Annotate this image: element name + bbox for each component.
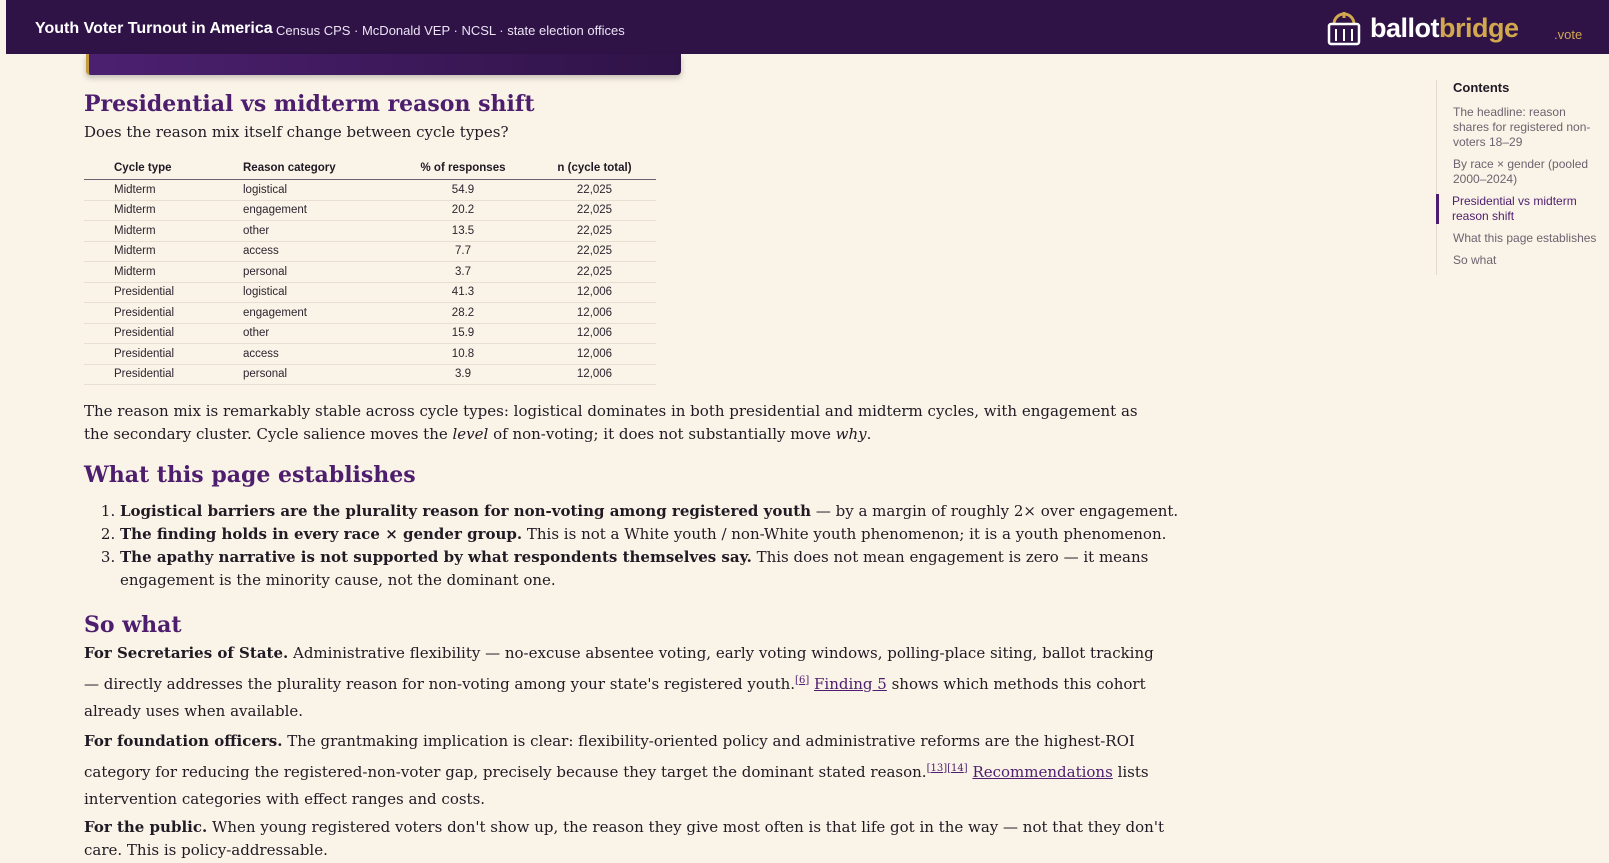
- toc-item-presidential-midterm[interactable]: Presidential vs midterm reason shift: [1436, 194, 1599, 224]
- col-header-percent[interactable]: % of responses: [393, 159, 533, 180]
- so-what-foundations: [84, 728, 1164, 813]
- list-item: [120, 546, 1200, 592]
- brand-domain: .vote: [1554, 27, 1583, 42]
- list-item-lead: The finding holds in every race × gender group.: [120, 525, 523, 543]
- cell-reason: engagement: [243, 303, 393, 324]
- cell-n: 22,025: [533, 221, 656, 242]
- cell-reason: access: [243, 344, 393, 365]
- cell-percent: 7.7: [393, 241, 533, 262]
- brand-word-bridge: bridge: [1439, 12, 1519, 43]
- list-item: [120, 500, 1200, 523]
- table-row: [84, 200, 656, 221]
- col-header-cycle[interactable]: Cycle type: [84, 159, 243, 180]
- paragraph-text: shows which methods this cohort already uses when available.: [84, 675, 1146, 720]
- citation[interactable]: [14]: [947, 763, 968, 774]
- cell-percent: 28.2: [393, 303, 533, 324]
- table-row: [84, 262, 656, 283]
- paragraph-text: When young registered voters don't show up, the reason they give most often is that life got in the way — not that they don't care. This is policy-addressable.: [84, 818, 1164, 859]
- cell-reason: other: [243, 221, 393, 242]
- establishes-list: [84, 500, 1200, 592]
- audience-label: For Secretaries of State.: [84, 644, 289, 662]
- cell-n: 12,006: [533, 364, 656, 385]
- cell-cycle: Midterm: [84, 180, 243, 201]
- table-header-row: [84, 159, 656, 180]
- data-sources: Census CPS · McDonald VEP · NCSL · state election offices: [276, 23, 625, 38]
- section-title-establishes: What this page establishes: [84, 462, 416, 488]
- cell-reason: logistical: [243, 180, 393, 201]
- hero-card-bottom: [86, 54, 681, 75]
- citation[interactable]: [13]: [926, 763, 948, 774]
- citation-number[interactable]: 6: [798, 675, 806, 686]
- paragraph-text: Administrative flexibility — no-excuse absentee voting, early voting windows, polling-place siting, ballot tracking — directly addresses the plurality reason for non-voting among your state's registered youth.: [84, 644, 1154, 693]
- cell-cycle: Presidential: [84, 344, 243, 365]
- so-what-paragraph: [84, 816, 1164, 862]
- toc-heading: Contents: [1453, 80, 1510, 95]
- list-item-text: This does not mean engagement is zero — it means engagement is the minority cause, not the dominant one.: [120, 548, 1149, 589]
- cell-percent: 15.9: [393, 323, 533, 344]
- cell-reason: personal: [243, 364, 393, 385]
- cell-cycle: Midterm: [84, 200, 243, 221]
- brand-word-ballot: ballot: [1370, 12, 1439, 43]
- brand-logo[interactable]: [1326, 10, 1519, 46]
- cell-n: 12,006: [533, 303, 656, 324]
- list-item: [120, 523, 1200, 546]
- table-row: [84, 241, 656, 262]
- shift-summary-text-b: of non-voting; it does not substantially move: [488, 425, 836, 443]
- cell-reason: access: [243, 241, 393, 262]
- list-item-lead: Logistical barriers are the plurality reason for non-voting among registered youth: [120, 502, 812, 520]
- cell-reason: logistical: [243, 282, 393, 303]
- cell-n: 12,006: [533, 282, 656, 303]
- cell-n: 22,025: [533, 180, 656, 201]
- finding-5-link[interactable]: Finding 5: [814, 675, 887, 693]
- cell-cycle: Presidential: [84, 364, 243, 385]
- recommendations-link[interactable]: Recommendations: [972, 763, 1113, 781]
- cell-percent: 10.8: [393, 344, 533, 365]
- cell-cycle: Presidential: [84, 303, 243, 324]
- cell-cycle: Presidential: [84, 282, 243, 303]
- cell-percent: 41.3: [393, 282, 533, 303]
- cell-cycle: Midterm: [84, 241, 243, 262]
- so-what-public: [84, 816, 1164, 862]
- cell-percent: 20.2: [393, 200, 533, 221]
- table-row: [84, 282, 656, 303]
- cell-percent: 3.7: [393, 262, 533, 283]
- cell-n: 22,025: [533, 262, 656, 283]
- reason-shift-table: [84, 159, 656, 385]
- shift-summary-text-c: .: [866, 425, 872, 443]
- table-row: [84, 344, 656, 365]
- cell-cycle: Midterm: [84, 262, 243, 283]
- audience-label: For the public.: [84, 818, 208, 836]
- table-row: [84, 180, 656, 201]
- list-item-text: This is not a White youth / non-White youth phenomenon; it is a youth phenomenon.: [522, 525, 1167, 543]
- col-header-n[interactable]: n (cycle total): [533, 159, 656, 180]
- cell-n: 22,025: [533, 241, 656, 262]
- citation-number[interactable]: 14: [951, 763, 964, 774]
- cell-n: 12,006: [533, 323, 656, 344]
- cell-percent: 54.9: [393, 180, 533, 201]
- cell-cycle: Midterm: [84, 221, 243, 242]
- cell-n: 22,025: [533, 200, 656, 221]
- paragraph-text: The grantmaking implication is clear: flexibility-oriented policy and administrative reforms are the highest-ROI category for reducing the registered-non-voter gap, precisely because they target the dominant stated reason.: [84, 732, 1135, 781]
- toc-item-establishes[interactable]: What this page establishes: [1453, 231, 1597, 245]
- top-bar: [6, 0, 1609, 54]
- citation[interactable]: [6]: [795, 675, 810, 686]
- paragraph-text: lists intervention categories with effect ranges and costs.: [84, 763, 1149, 808]
- cell-percent: 3.9: [393, 364, 533, 385]
- table-row: [84, 364, 656, 385]
- cell-percent: 13.5: [393, 221, 533, 242]
- list-item-lead: The apathy narrative is not supported by what respondents themselves say.: [120, 548, 752, 566]
- shift-summary-emphasis-why: why: [835, 425, 867, 443]
- so-what-paragraph: [84, 728, 1164, 813]
- so-what-secretaries: [84, 640, 1164, 725]
- site-title[interactable]: Youth Voter Turnout in America: [35, 20, 273, 37]
- toc-item-headline[interactable]: The headline: reason shares for registered non-voters 18–29: [1453, 105, 1591, 149]
- section-title-shift: Presidential vs midterm reason shift: [84, 91, 535, 117]
- cell-reason: engagement: [243, 200, 393, 221]
- cell-cycle: Presidential: [84, 323, 243, 344]
- table-row: [84, 303, 656, 324]
- cell-reason: other: [243, 323, 393, 344]
- toc-item-so-what[interactable]: So what: [1453, 253, 1497, 267]
- section-title-so-what: So what: [84, 612, 182, 638]
- audience-label: For foundation officers.: [84, 732, 283, 750]
- col-header-reason[interactable]: Reason category: [243, 159, 393, 180]
- shift-summary-emphasis-level: level: [452, 425, 489, 443]
- cell-n: 12,006: [533, 344, 656, 365]
- table-of-contents: [1436, 80, 1599, 275]
- shift-summary-paragraph: [84, 400, 1164, 446]
- list-item-text: — by a margin of roughly 2× over engagement.: [811, 502, 1179, 520]
- shift-summary-text-a: The reason mix is remarkably stable across cycle types: logistical dominates in both presidential and midterm cycles, with engagement as the secondary cluster. Cycle salience moves the: [84, 402, 1138, 443]
- cell-reason: personal: [243, 262, 393, 283]
- table-row: [84, 221, 656, 242]
- citation-number[interactable]: 13: [930, 763, 944, 774]
- section-subtitle-shift: Does the reason mix itself change between cycle types?: [84, 123, 509, 141]
- ballot-box-icon: [1326, 10, 1362, 46]
- so-what-paragraph: [84, 640, 1164, 725]
- toc-item-race-gender[interactable]: By race × gender (pooled 2000–2024): [1453, 157, 1589, 186]
- table-row: [84, 323, 656, 344]
